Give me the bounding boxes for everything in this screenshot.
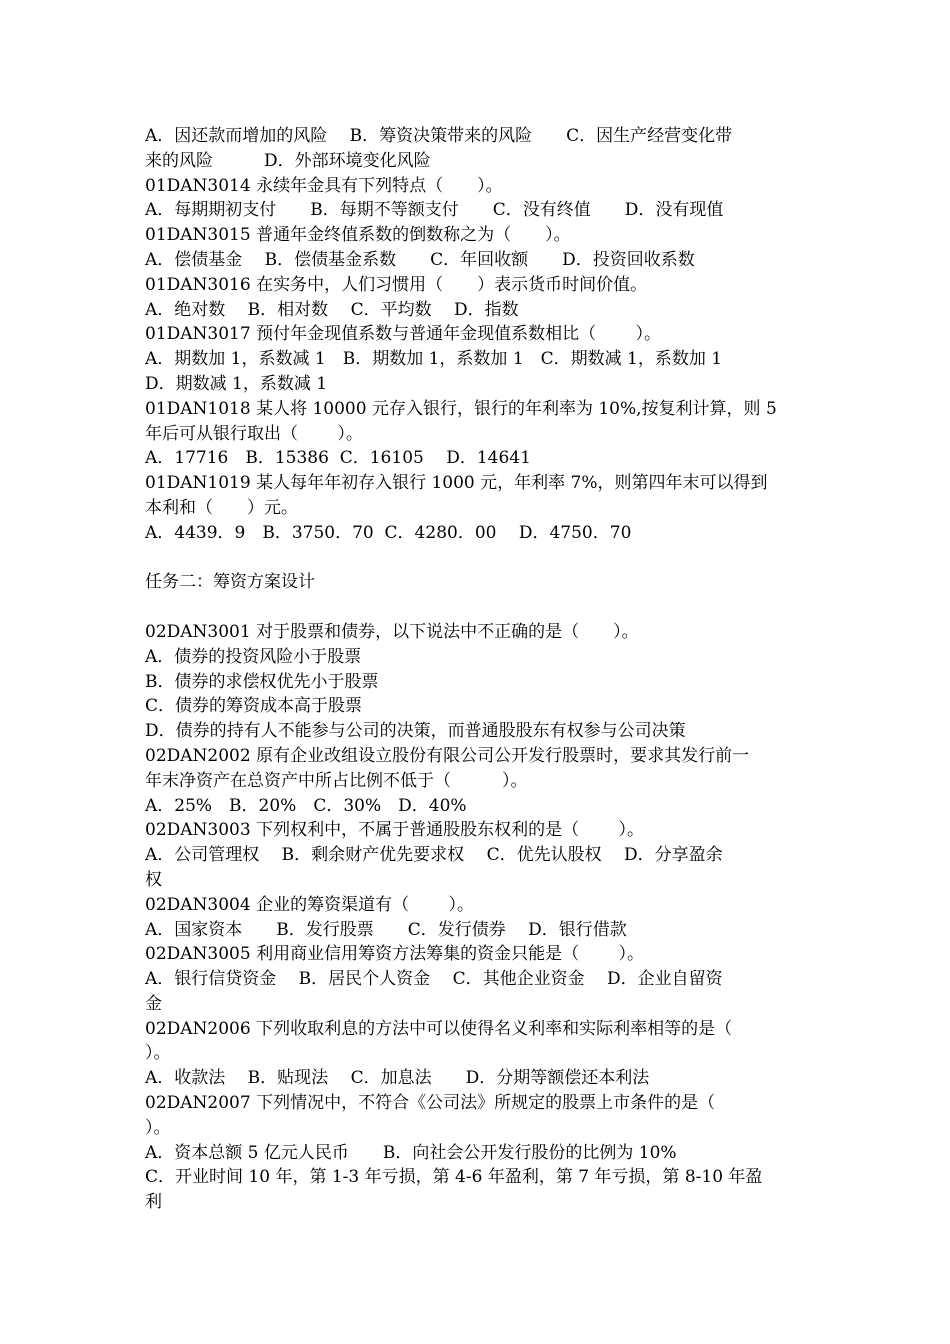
question-line: 02DAN2006 下列收取利息的方法中可以使得名义利率和实际利率相等的是（ [145,1018,733,1039]
question-line: 01DAN1018 某人将 10000 元存入银行，银行的年利率为 10%,按复利计算，则 5 [145,398,777,419]
options-line: A．收款法 B．贴现法 C．加息法 D．分期等额偿还本利法 [145,1068,650,1089]
options-line: A．25% B．20% C．30% D．40% [145,795,467,816]
options-line: A．国家资本 B．发行股票 C．发行债券 D．银行借款 [145,919,627,940]
question-line: 01DAN3015 普通年金终值系数的倒数称之为（ ）。 [145,225,571,246]
question-line: 02DAN2002 原有企业改组设立股份有限公司公开发行股票时，要求其发行前一 [145,745,750,766]
options-line: A．偿债基金 B．偿债基金系数 C．年回收额 D．投资回收系数 [145,249,695,270]
options-line: 利 [145,1192,162,1213]
question-line: ）。 [145,1043,171,1064]
question-line: 年后可从银行取出（ ）。 [145,423,363,444]
question-line: 02DAN3003 下列权利中，不属于普通股股东权利的是（ ）。 [145,820,644,841]
text-line: 来的风险 D．外部环境变化风险 [145,150,431,171]
options-line: D．期数减 1，系数减 1 [145,373,328,394]
options-line: B．债券的求偿权优先小于股票 [145,671,379,692]
options-line: A．绝对数 B．相对数 C．平均数 D．指数 [145,299,519,320]
question-line: 年末净资产在总资产中所占比例不低于（ ）。 [145,770,528,791]
options-line: A．17716 B．15386 C．16105 D．14641 [145,448,531,469]
question-line: 01DAN3016 在实务中，人们习惯用（ ）表示货币时间价值。 [145,274,648,295]
options-line: A．公司管理权 B．剩余财产优先要求权 C．优先认股权 D．分享盈余 [145,845,723,866]
options-line: A．资本总额 5 亿元人民币 B．向社会公开发行股份的比例为 10% [145,1142,677,1163]
question-line: 01DAN1019 某人每年年初存入银行 1000 元，年利率 7%，则第四年末可以得到 [145,473,768,494]
options-line: 金 [145,993,162,1014]
document-page [145,124,810,1215]
question-line: 02DAN3001 对于股票和债券，以下说法中不正确的是（ ）。 [145,621,639,642]
question-line: 01DAN3017 预付年金现值系数与普通年金现值系数相比（ ）。 [145,324,661,345]
question-line: 02DAN3005 利用商业信用筹资方法筹集的资金只能是（ ）。 [145,944,644,965]
question-line: ）。 [145,1117,171,1138]
question-line: 本利和（ ）元。 [145,497,298,518]
text-line: A．因还款而增加的风险 B．筹资决策带来的风险 C．因生产经营变化带 [145,126,733,146]
question-line: 02DAN2007 下列情况中，不符合《公司法》所规定的股票上市条件的是（ [145,1093,716,1114]
options-line: 权 [145,869,162,890]
options-line: A．4439．9 B．3750．70 C．4280．00 D．4750．70 [145,522,632,543]
question-line: 01DAN3014 永续年金具有下列特点（ ）。 [145,175,503,196]
options-line: A．银行信贷资金 B．居民个人资金 C．其他企业资金 D．企业自留资 [145,969,723,990]
options-line: C．债券的筹资成本高于股票 [145,696,363,717]
question-line: 02DAN3004 企业的筹资渠道有（ ）。 [145,894,474,915]
blank-line [145,595,810,620]
options-line: D．债券的持有人不能参与公司的决策，而普通股股东有权参与公司决策 [145,721,686,742]
options-line: A．期数加 1，系数减 1 B．期数加 1，系数加 1 C．期数减 1，系数加 1 [145,349,723,370]
options-line: A．债券的投资风险小于股票 [145,646,362,667]
section-heading: 任务二：筹资方案设计 [145,572,315,593]
options-line: A．每期期初支付 B．每期不等额支付 C．没有终值 D．没有现值 [145,200,724,221]
options-line: C．开业时间 10 年，第 1-3 年亏损，第 4-6 年盈利，第 7 年亏损，第 8-10 年盈 [145,1167,763,1188]
blank-line [145,546,810,571]
